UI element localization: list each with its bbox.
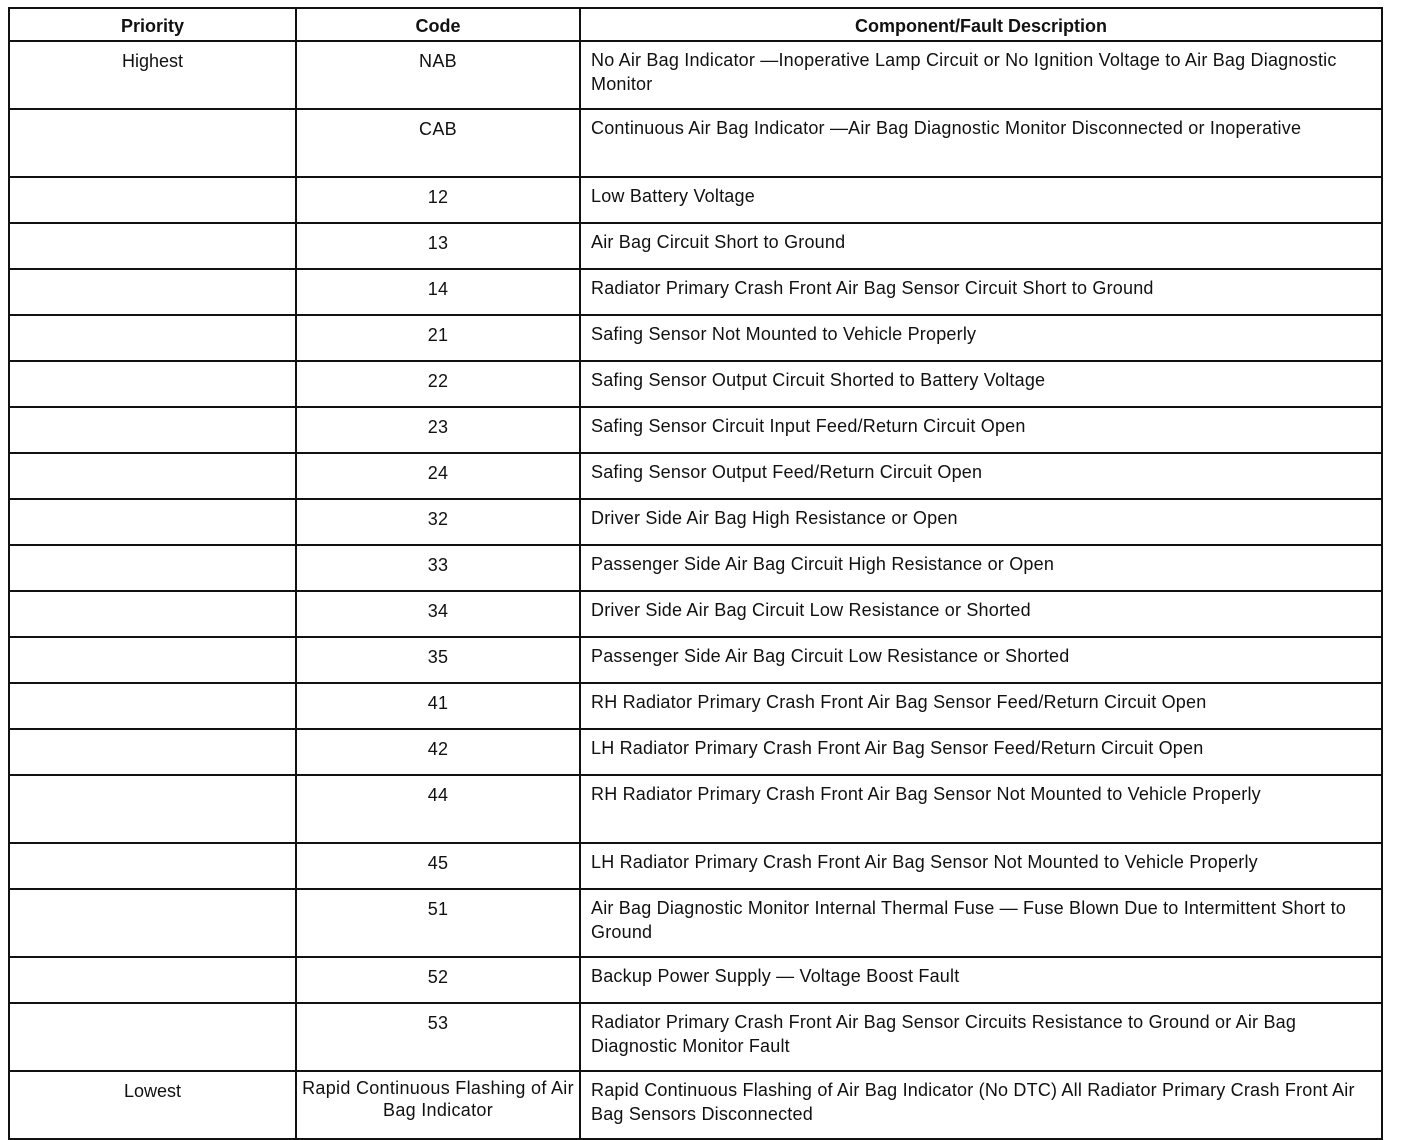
priority-cell bbox=[9, 1003, 296, 1071]
priority-cell bbox=[9, 545, 296, 591]
priority-cell bbox=[9, 729, 296, 775]
priority-cell bbox=[9, 407, 296, 453]
table-row bbox=[9, 843, 1382, 889]
priority-cell bbox=[9, 775, 296, 843]
code-cell: 52 bbox=[296, 957, 580, 1003]
description-cell: Radiator Primary Crash Front Air Bag Sensor Circuits Resistance to Ground or Air Bag Diagnostic Monitor Fault bbox=[580, 1003, 1382, 1071]
code-cell: 34 bbox=[296, 591, 580, 637]
code-cell: 24 bbox=[296, 453, 580, 499]
description-cell: RH Radiator Primary Crash Front Air Bag Sensor Feed/Return Circuit Open bbox=[580, 683, 1382, 729]
table-row bbox=[9, 109, 1382, 177]
table-row bbox=[9, 957, 1382, 1003]
priority-cell: Lowest bbox=[9, 1071, 296, 1139]
table-row bbox=[9, 315, 1382, 361]
code-cell: 42 bbox=[296, 729, 580, 775]
fault-code-table bbox=[8, 7, 1383, 1140]
description-column-header: Component/Fault Description bbox=[580, 8, 1382, 41]
table-row bbox=[9, 269, 1382, 315]
priority-cell bbox=[9, 683, 296, 729]
description-cell: Passenger Side Air Bag Circuit High Resistance or Open bbox=[580, 545, 1382, 591]
table-row bbox=[9, 223, 1382, 269]
description-cell: Continuous Air Bag Indicator —Air Bag Diagnostic Monitor Disconnected or Inoperative bbox=[580, 109, 1382, 177]
table-row bbox=[9, 1071, 1382, 1139]
table-row bbox=[9, 453, 1382, 499]
priority-cell bbox=[9, 591, 296, 637]
description-cell: Safing Sensor Output Circuit Shorted to Battery Voltage bbox=[580, 361, 1382, 407]
description-cell: LH Radiator Primary Crash Front Air Bag Sensor Not Mounted to Vehicle Properly bbox=[580, 843, 1382, 889]
priority-cell bbox=[9, 109, 296, 177]
code-cell: 35 bbox=[296, 637, 580, 683]
description-cell: Radiator Primary Crash Front Air Bag Sensor Circuit Short to Ground bbox=[580, 269, 1382, 315]
description-cell: Backup Power Supply — Voltage Boost Fault bbox=[580, 957, 1382, 1003]
description-cell: Driver Side Air Bag High Resistance or Open bbox=[580, 499, 1382, 545]
priority-cell bbox=[9, 269, 296, 315]
table-row bbox=[9, 889, 1382, 957]
code-cell: 41 bbox=[296, 683, 580, 729]
priority-cell bbox=[9, 843, 296, 889]
code-cell: 23 bbox=[296, 407, 580, 453]
description-cell: Safing Sensor Circuit Input Feed/Return Circuit Open bbox=[580, 407, 1382, 453]
description-cell: RH Radiator Primary Crash Front Air Bag Sensor Not Mounted to Vehicle Properly bbox=[580, 775, 1382, 843]
code-cell: 45 bbox=[296, 843, 580, 889]
code-cell: 33 bbox=[296, 545, 580, 591]
code-cell: 14 bbox=[296, 269, 580, 315]
code-cell: 32 bbox=[296, 499, 580, 545]
table-row bbox=[9, 637, 1382, 683]
priority-cell bbox=[9, 177, 296, 223]
description-cell: Low Battery Voltage bbox=[580, 177, 1382, 223]
table-row bbox=[9, 177, 1382, 223]
code-cell: 12 bbox=[296, 177, 580, 223]
code-cell: 21 bbox=[296, 315, 580, 361]
code-column-header: Code bbox=[296, 8, 580, 41]
priority-cell bbox=[9, 223, 296, 269]
priority-cell bbox=[9, 361, 296, 407]
table-header-row bbox=[9, 8, 1382, 41]
table-row bbox=[9, 41, 1382, 109]
description-cell: Rapid Continuous Flashing of Air Bag Indicator (No DTC) All Radiator Primary Crash Front Air Bag Sensors Disconnected bbox=[580, 1071, 1382, 1139]
priority-cell: Highest bbox=[9, 41, 296, 109]
code-cell: 51 bbox=[296, 889, 580, 957]
description-cell: Driver Side Air Bag Circuit Low Resistance or Shorted bbox=[580, 591, 1382, 637]
priority-cell bbox=[9, 957, 296, 1003]
table-row bbox=[9, 775, 1382, 843]
priority-cell bbox=[9, 315, 296, 361]
description-cell: Safing Sensor Not Mounted to Vehicle Properly bbox=[580, 315, 1382, 361]
priority-cell bbox=[9, 889, 296, 957]
priority-cell bbox=[9, 637, 296, 683]
description-cell: No Air Bag Indicator —Inoperative Lamp Circuit or No Ignition Voltage to Air Bag Diagnostic Monitor bbox=[580, 41, 1382, 109]
code-cell: 13 bbox=[296, 223, 580, 269]
description-cell: Passenger Side Air Bag Circuit Low Resistance or Shorted bbox=[580, 637, 1382, 683]
table-row bbox=[9, 545, 1382, 591]
table-row bbox=[9, 407, 1382, 453]
table-row bbox=[9, 1003, 1382, 1071]
table-row bbox=[9, 591, 1382, 637]
table-row bbox=[9, 499, 1382, 545]
priority-cell bbox=[9, 453, 296, 499]
description-cell: Air Bag Diagnostic Monitor Internal Thermal Fuse — Fuse Blown Due to Intermittent Short to Ground bbox=[580, 889, 1382, 957]
code-cell: NAB bbox=[296, 41, 580, 109]
priority-cell bbox=[9, 499, 296, 545]
table-row bbox=[9, 361, 1382, 407]
table-row bbox=[9, 683, 1382, 729]
description-cell: Air Bag Circuit Short to Ground bbox=[580, 223, 1382, 269]
description-cell: LH Radiator Primary Crash Front Air Bag Sensor Feed/Return Circuit Open bbox=[580, 729, 1382, 775]
code-cell: 53 bbox=[296, 1003, 580, 1071]
priority-column-header: Priority bbox=[9, 8, 296, 41]
code-cell: Rapid Continuous Flashing of Air Bag Indicator bbox=[296, 1071, 580, 1139]
code-cell: 44 bbox=[296, 775, 580, 843]
code-cell: 22 bbox=[296, 361, 580, 407]
table-row bbox=[9, 729, 1382, 775]
code-cell: CAB bbox=[296, 109, 580, 177]
description-cell: Safing Sensor Output Feed/Return Circuit Open bbox=[580, 453, 1382, 499]
